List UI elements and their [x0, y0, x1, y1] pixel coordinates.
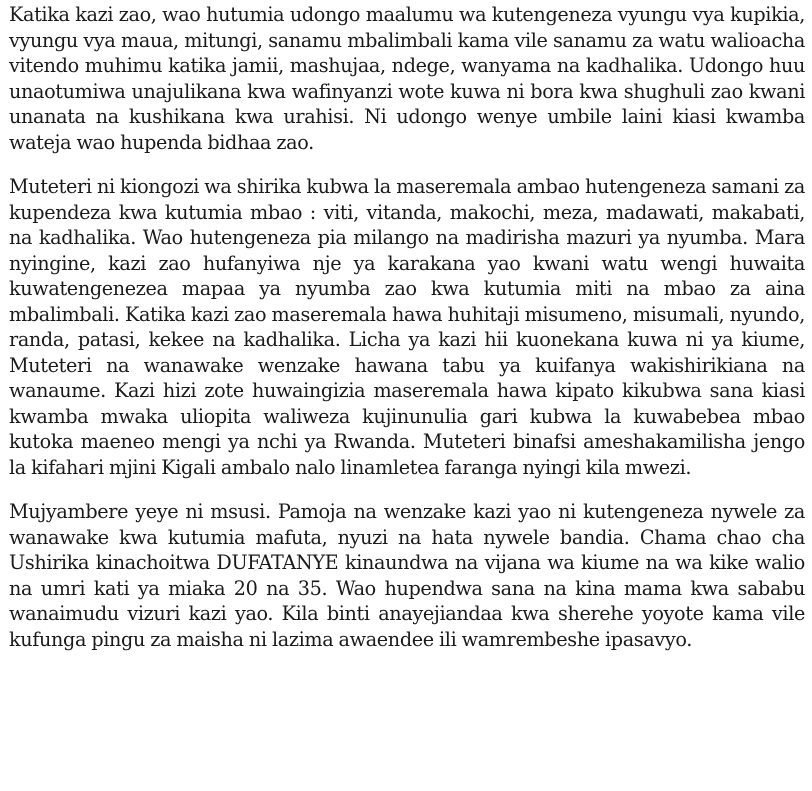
paragraph-carpentry: Muteteri ni kiongozi wa shirika kubwa la maseremala ambao hutengeneza samani za kupendeza kwa kutumia mbao : viti, vitanda, makochi, meza, madawati, makabati, na kadhalika. Wao hutengeneza pia milango na madirisha mazuri ya nyumba. Mara nyingine, kazi zao hufanyiwa nje ya karakana yao kwani watu wengi huwaita kuwatengenezea mapaa ya nyumba zao kwa kutumia miti na mbao za aina mbalimbali. Katika kazi zao maseremala hawa huhitaji misumeno, misumali, nyundo, randa, patasi, kekee na kadhalika. Licha ya kazi hii kuonekana kuwa ni ya kiume, Muteteri na wanawake wenzake hawana tabu ya kuifanya wakishirikiana na wanaume. Kazi hizi zote huwaingizia maseremala hawa kipato kikubwa sana kiasi kwamba mwaka uliopita waliweza kujinunulia gari kubwa la kuwabebea mbao kutoka maeneo mengi ya nchi ya Rwanda. Muteteri binafsi ameshakamilisha jengo la kifahari mjini Kigali ambalo nalo linamletea faranga nyingi kila mwezi. — [9, 175, 805, 479]
paragraph-pottery: Katika kazi zao, wao hutumia udongo maalumu wa kutengeneza vyungu vya kupikia, vyungu vya maua, mitungi, sanamu mbalimbali kama vile sanamu za watu walioacha vitendo muhimu katika jamii, mashujaa, ndege, wanyama na kadhalika. Udongo huu unaotumiwa unajulikana kwa wafinyanzi wote kuwa ni bora kwa shughuli zao kwani unanata na kushikana kwa urahisi. Ni udongo wenye umbile laini kiasi kwamba wateja wao hupenda bidhaa zao. — [9, 3, 805, 154]
document-page — [9, 2, 805, 671]
paragraph-hairdressing: Mujyambere yeye ni msusi. Pamoja na wenzake kazi yao ni kutengeneza nywele za wanawake kwa kutumia mafuta, nyuzi na hata nywele bandia. Chama chao cha Ushirika kinachoitwa DUFATANYE kinaundwa na vijana wa kiume na wa kike walio na umri kati ya miaka 20 na 35. Wao hupendwa sana na kina mama kwa sababu wanaimudu vizuri kazi yao. Kila binti anayejiandaa kwa sherehe yoyote kama vile kufunga pingu za maisha ni lazima awaendee ili wamrembeshe ipasavyo. — [9, 500, 805, 651]
